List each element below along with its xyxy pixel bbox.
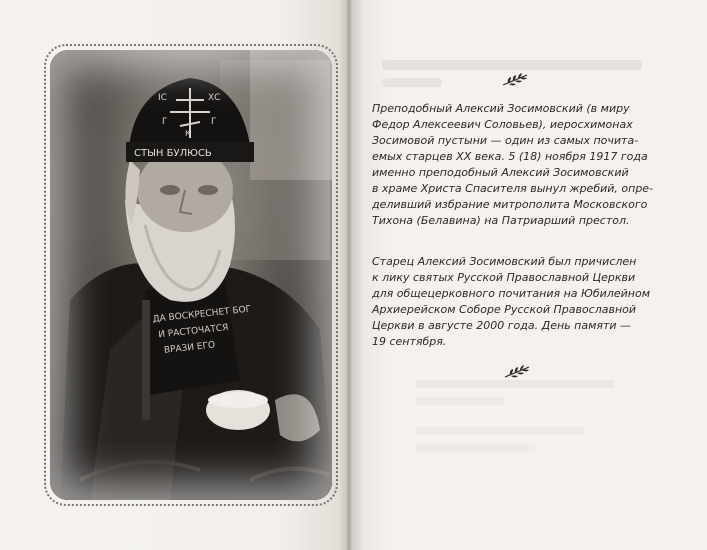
- paragraph-1-line: Федор Алексеевич Соловьев), иеросхимонах: [372, 118, 633, 131]
- paragraph-2-line: Церкви в августе 2000 года. День памяти —: [372, 319, 632, 332]
- portrait-photo: [50, 50, 332, 500]
- schema-line-1: ДА ВОСКРЕСНЕТ БОГ: [152, 304, 252, 325]
- leaf-ornament-top-icon: [501, 72, 529, 88]
- paragraph-2-line: Архиерейском Соборе Русской Православной: [372, 303, 637, 316]
- kukol-letter-hs: ХС: [208, 93, 221, 103]
- photo-vignette: [50, 50, 332, 500]
- kukol-inscription: СТЫН БУЛЮСЬ: [134, 148, 212, 159]
- paragraph-1: [372, 101, 672, 229]
- book-gutter: [345, 0, 353, 550]
- paragraph-1-line: именно преподобный Алексий Зосимовский: [372, 166, 629, 179]
- paragraph-1-line: Зосимовой пустыни — один из самых почита-: [372, 134, 639, 147]
- paragraph-2-line: Старец Алексий Зосимовский был причислен: [372, 255, 637, 268]
- paragraph-1-line: Преподобный Алексий Зосимовский (в миру: [372, 102, 630, 115]
- leaf-ornament-bottom-icon: [503, 364, 531, 380]
- schema-line-3: ВРАЗИ ЕГО: [163, 340, 216, 356]
- photo-frame: [44, 44, 338, 506]
- paragraph-1-line: в храме Христа Спасителя вынул жребий, опре-: [372, 182, 654, 195]
- paragraph-2-line: 19 сентября.: [372, 335, 447, 348]
- paragraph-1-line: Тихона (Белавина) на Патриарший престол.: [372, 214, 630, 227]
- kukol-letter-k: К: [185, 129, 191, 138]
- kukol-letter-g2: Г: [211, 117, 217, 127]
- kukol-letter-is: ІС: [158, 93, 167, 103]
- paragraph-2-line: к лику святых Русской Православной Церкви: [372, 271, 636, 284]
- paragraph-1-line: деливший избрание митрополита Московского: [372, 198, 648, 211]
- schema-line-2: И РАСТОЧАТСЯ: [157, 323, 229, 341]
- paragraph-2: [372, 254, 672, 350]
- faded-text-bleedthrough: [415, 380, 635, 452]
- paragraph-1-line: емых старцев XX века. 5 (18) ноября 1917 года: [372, 150, 648, 163]
- paragraph-2-line: для общецерковного почитания на Юбилейном: [372, 287, 650, 300]
- kukol-letter-g1: Г: [162, 117, 168, 127]
